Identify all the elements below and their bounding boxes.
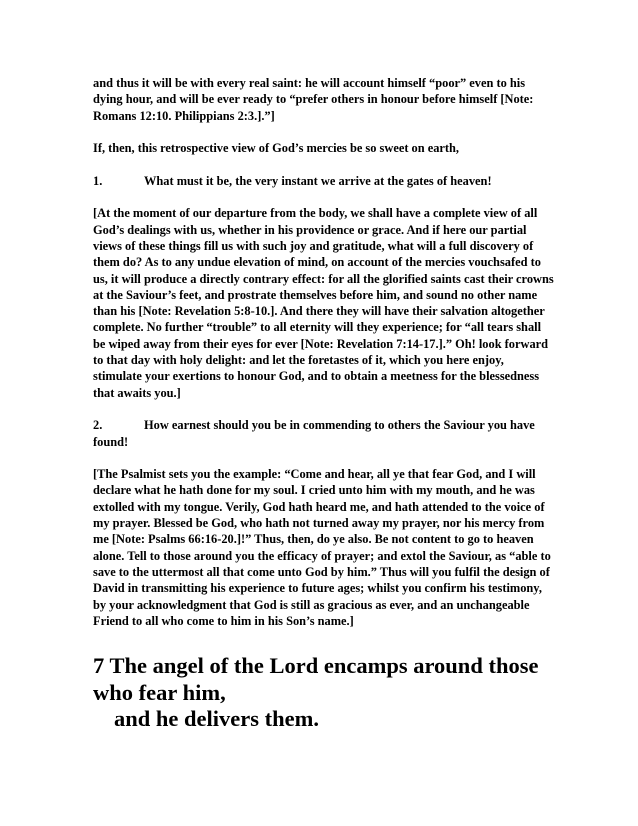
verse-line-3: and he delivers them. — [114, 706, 319, 731]
paragraph-retrospective: If, then, this retrospective view of God’s mercies be so sweet on earth, — [93, 141, 460, 156]
commentary-text — [93, 75, 555, 645]
numbered-point-1 — [93, 173, 555, 189]
verse-heading — [93, 653, 593, 733]
point-text-2: How earnest should you be in commending to others the Saviour you have found! — [93, 418, 535, 449]
paragraph-psalmist: [The Psalmist sets you the example: “Come and hear, all ye that fear God, and I will declare what he hath done for my soul. I cried unto him with my mouth, and he was extolled with my tongue. Verily, God hath heard me, and hath attended to the voice of my prayer. Blessed be God, who hath not turned away my prayer, nor his mercy from me [Note: Psalms 66:16-20.]!” Thus, then, do ye also. Be not content to go to heaven alone. Tell to those around you the efficacy of prayer; and extol the Saviour, as “able to save to the uttermost all that come unto God by him.” Thus will you fulfil the design of David in transmitting his experience to future ages; whilst you confirm his testimony, by your acknowledgment that God is still as gracious as ever, and an unchangeable Friend to all who come to him in his Son’s name.] — [93, 467, 551, 628]
paragraph-saint: and thus it will be with every real saint: he will account himself “poor” even to his dying hour, and will be ever ready to “prefer others in honour before himself [Note: Romans 12:10. Philippians 2:3.].”] — [93, 76, 534, 123]
paragraph-departure: [At the moment of our departure from the body, we shall have a complete view of all God’s dealings with us, whether in his providence or grace. And if here our partial views of these things fill us with such joy and gratitude, what will a full discovery of them do? As to any undue elevation of mind, on account of the mercies vouchsafed to us, it will produce a directly contrary effect: for all the glorified saints cast their crowns at the Saviour’s feet, and prostrate themselves before him, and sound no other name than his [Note: Revelation 5:8-10.]. And there they will have their salvation altogether complete. No further “trouble” to all eternity will they experience; for “all tears shall be wiped away from their eyes for ever [Note: Revelation 7:14-17.].” Oh! look forward to that day with holy delight: and let the foretastes of it, which you here enjoy, stimulate your exertions to honour God, and to obtain a meetness for the blessedness that awaits you.] — [93, 206, 554, 400]
point-number-1: 1. — [93, 173, 103, 188]
verse-line-1: 7 The angel of the Lord encamps around those — [93, 653, 539, 678]
point-text-1: What must it be, the very instant we arrive at the gates of heaven! — [144, 173, 492, 188]
point-number-2: 2. — [93, 418, 103, 433]
numbered-point-2 — [93, 417, 555, 450]
verse-line-2: who fear him, — [93, 679, 226, 705]
